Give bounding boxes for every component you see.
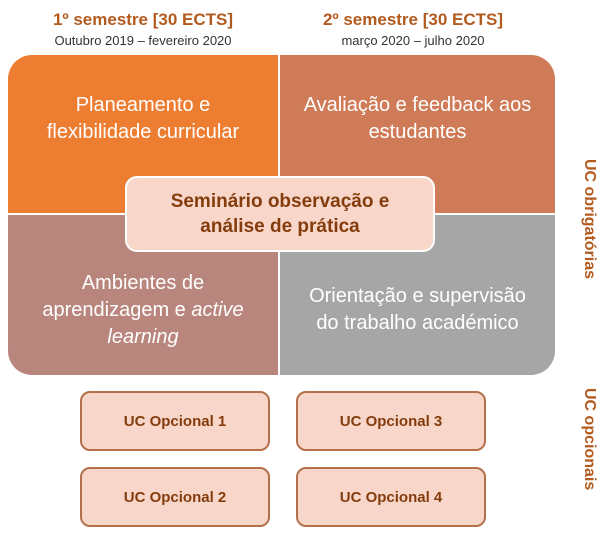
optional-course-4: UC Opcional 4 [296, 467, 486, 527]
course-orientacao-line-1: Orientação e supervisão [309, 285, 526, 307]
semester-1-dates: Outubro 2019 – fevereiro 2020 [54, 33, 232, 48]
course-orientacao-line-2: do trabalho académico [316, 312, 519, 334]
course-ambientes-line-1: Ambientes de [81, 271, 205, 294]
course-seminario-line-1: Seminário observação e [170, 191, 390, 212]
semester-1-header [8, 10, 278, 49]
optional-course-2: UC Opcional 2 [80, 467, 270, 527]
semester-1-title: 1º semestre [30 ECTS] [52, 10, 234, 29]
optional-side-label: UC opcionais [581, 388, 598, 491]
mandatory-side-label: UC obrigatórias [581, 158, 598, 279]
course-planeamento-line-1: Planeamento e [75, 94, 211, 116]
course-ambientes-line-2-emph: active [191, 298, 244, 321]
course-ambientes-line-2 [42, 297, 243, 324]
course-ambientes-line-2-text: aprendizagem e [42, 298, 192, 321]
semester-2-header [278, 10, 548, 49]
course-seminario-line-2: análise de prática [200, 216, 360, 237]
semester-2-title: 2º semestre [30 ECTS] [322, 10, 504, 29]
course-seminario [125, 176, 435, 252]
course-planeamento-line-2: flexibilidade curricular [46, 121, 240, 143]
course-avaliacao-line-2: estudantes [368, 121, 467, 143]
course-ambientes-line-3-emph: learning [107, 325, 179, 348]
optional-course-3: UC Opcional 3 [296, 391, 486, 451]
optional-course-1: UC Opcional 1 [80, 391, 270, 451]
course-ambientes-line-3 [42, 324, 243, 351]
semester-2-dates: março 2020 – julho 2020 [341, 33, 485, 48]
course-avaliacao-line-1: Avaliação e feedback aos [303, 94, 532, 116]
